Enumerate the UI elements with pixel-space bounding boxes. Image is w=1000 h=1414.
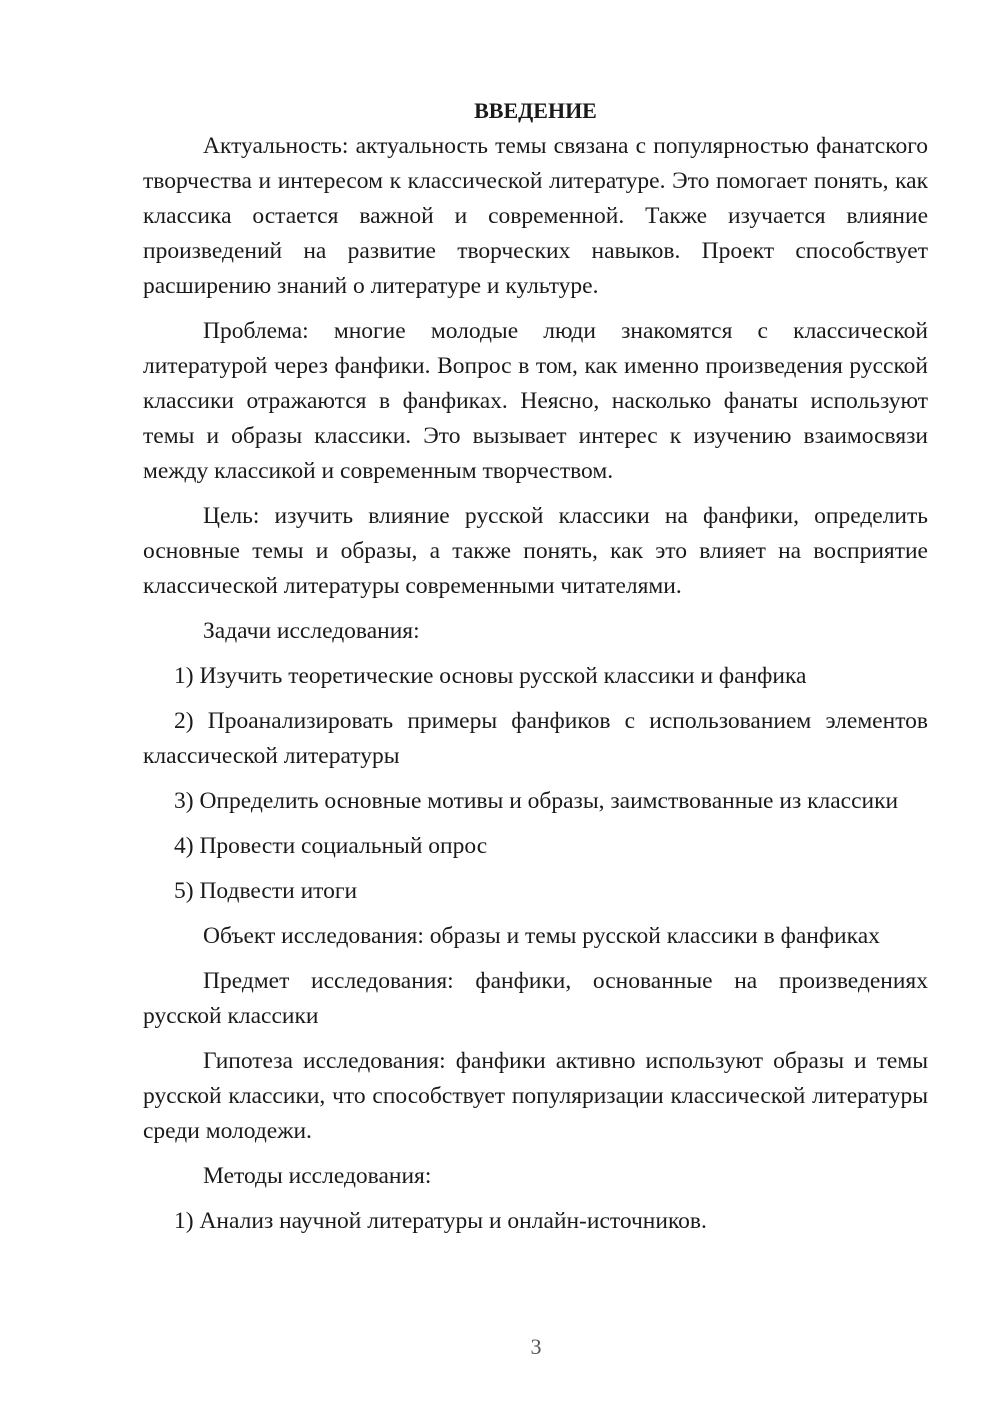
task-item-2: 2) Проанализировать примеры фанфиков с использованием элементов классической литературы xyxy=(143,708,928,769)
hypothesis-paragraph: Гипотеза исследования: фанфики активно используют образы и темы русской классики, что способствует популяризации классической литературы среди молодежи. xyxy=(143,1048,928,1144)
problem-paragraph: Проблема: многие молодые люди знакомятся с классической литературой через фанфики. Вопрос в том, как именно произведения русской классики отражаются в фанфиках. Неясно, насколько фанаты используют темы и образы классики. Это вызывает интерес к изучению взаимосвязи между классикой и современным творчеством. xyxy=(143,318,928,484)
section-heading: ВВЕДЕНИЕ xyxy=(474,98,597,123)
task-item-4: 4) Провести социальный опрос xyxy=(174,833,488,859)
page-number: 3 xyxy=(530,1334,542,1359)
object-paragraph: Объект исследования: образы и темы русской классики в фанфиках xyxy=(203,923,880,949)
task-item-1: 1) Изучить теоретические основы русской классики и фанфика xyxy=(174,663,807,689)
task-item-5: 5) Подвести итоги xyxy=(174,878,358,904)
page-content xyxy=(143,93,928,1249)
subject-paragraph: Предмет исследования: фанфики, основанные на произведениях русской классики xyxy=(143,968,928,1029)
tasks-heading: Задачи исследования: xyxy=(203,618,420,644)
method-item-1: 1) Анализ научной литературы и онлайн-источников. xyxy=(174,1208,707,1234)
relevance-paragraph: Актуальность: актуальность темы связана с популярностью фанатского творчества и интересом к классической литературе. Это помогает понять, как классика остается важной и современной. Также изучается влияние произведений на развитие творческих навыков. Проект способствует расширению знаний о литературе и культуре. xyxy=(143,133,928,299)
task-item-3: 3) Определить основные мотивы и образы, заимствованные из классики xyxy=(174,788,899,814)
methods-heading: Методы исследования: xyxy=(203,1163,432,1189)
goal-paragraph: Цель: изучить влияние русской классики на фанфики, определить основные темы и образы, а также понять, как это влияет на восприятие классической литературы современными читателями. xyxy=(143,503,928,599)
